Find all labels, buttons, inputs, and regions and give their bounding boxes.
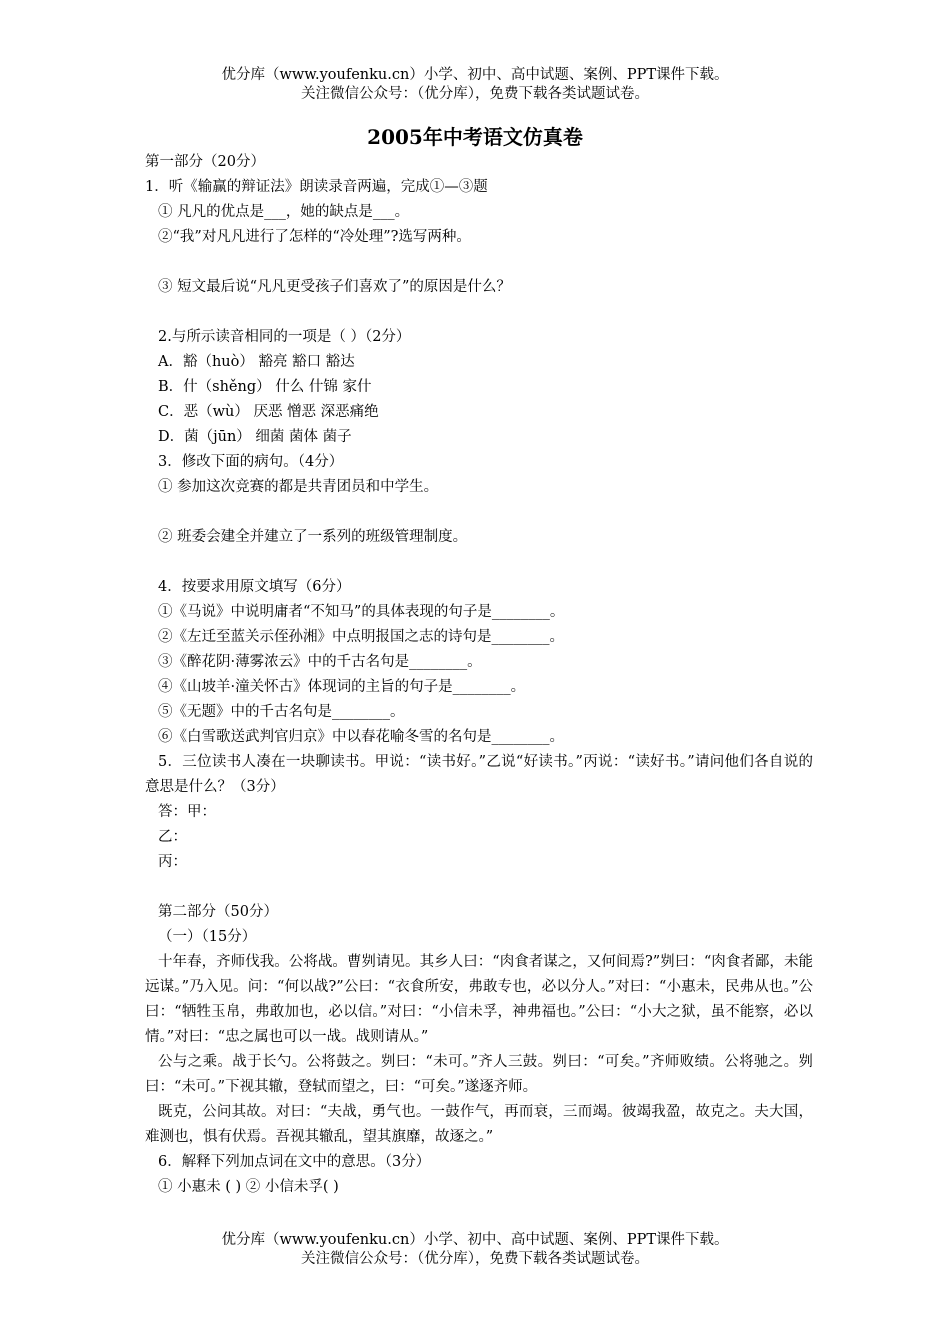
exam-body — [145, 150, 813, 1200]
blank-line — [145, 550, 813, 575]
question-4-sub-2: ②《左迁至蓝关示侄孙湘》中点明报国之志的诗句是________。 — [158, 629, 564, 645]
question-3-sub-1: ① 参加这次竞赛的都是共青团员和中学生。 — [158, 479, 439, 495]
footer-line-2: 关注微信公众号：（优分库），免费下载各类试题试卷。 — [301, 1251, 649, 1267]
question-2-option-b: B．什（shěng） 什么 什锦 家什 — [158, 379, 372, 395]
question-4-sub-5: ⑤《无题》中的千古名句是________。 — [158, 704, 405, 720]
footer-line-1: 优分库（www.youfenku.cn）小学、初中、高中试题、案例、PPT课件下载。 — [221, 1232, 729, 1248]
question-2-option-d: D．菌（jūn） 细菌 菌体 菌子 — [158, 429, 352, 445]
question-4-sub-6: ⑥《白雪歌送武判官归京》中以春花喻冬雪的名句是________。 — [158, 729, 564, 745]
question-2: 2.与所示读音相同的一项是（ ）（2分） — [158, 329, 411, 345]
question-6: 6．解释下列加点词在文中的意思。（3分） — [158, 1154, 431, 1170]
question-3-sub-2: ② 班委会建全并建立了一系列的班级管理制度。 — [158, 529, 468, 545]
question-2-option-a: A．豁（huò） 豁亮 豁口 豁达 — [158, 354, 355, 370]
question-1-sub-1: ① 凡凡的优点是___，她的缺点是___。 — [158, 204, 410, 220]
part-1-heading: 第一部分（20分） — [145, 154, 265, 170]
passage-paragraph-2: 公与之乘。战于长勺。公将鼓之。刿曰：“未可。”齐人三鼓。刿曰：“可矣。”齐师败绩。公将驰之。刿曰：“未可。”下视其辙，登轼而望之，曰：“可矣。”遂逐齐师。 — [145, 1054, 813, 1095]
question-4-sub-1: ①《马说》中说明庸者“不知马”的具体表现的句子是________。 — [158, 604, 565, 620]
part-2-heading: 第二部分（50分） — [158, 904, 278, 920]
question-4-sub-4: ④《山坡羊·潼关怀古》体现词的主旨的句子是________。 — [158, 679, 526, 695]
answer-a: 答：甲： — [158, 804, 216, 820]
question-6-sub: ① 小惠未 ( ) ② 小信未孚( ) — [158, 1179, 339, 1195]
blank-line — [145, 875, 813, 900]
question-1-sub-3: ③ 短文最后说“凡凡更受孩子们喜欢了”的原因是什么？ — [158, 279, 511, 295]
header-line-2: 关注微信公众号：（优分库），免费下载各类试题试卷。 — [301, 86, 649, 102]
blank-line — [145, 250, 813, 275]
question-2-option-c: C．恶（wù） 厌恶 憎恶 深恶痛绝 — [158, 404, 379, 420]
blank-line — [145, 300, 813, 325]
question-1-sub-2: ②“我”对凡凡进行了怎样的“冷处理”?选写两种。 — [158, 229, 471, 245]
section-1-heading: （一）（15分） — [158, 929, 257, 945]
question-3: 3．修改下面的病句。（4分） — [158, 454, 344, 470]
blank-line — [145, 500, 813, 525]
passage-paragraph-3: 既克，公问其故。对曰：“夫战，勇气也。一鼓作气，再而衰，三而竭。彼竭我盈，故克之。夫大国，难测也，惧有伏焉。吾视其辙乱，望其旗靡，故逐之。” — [145, 1104, 813, 1145]
question-5: 5．三位读书人凑在一块聊读书。甲说：“读书好。”乙说“好读书。”丙说：“读好书。”请问他们各自说的意思是什么？（3分） — [145, 754, 813, 795]
question-1: 1．听《输赢的辩证法》朗读录音两遍，完成①—③题 — [145, 179, 488, 195]
answer-b: 乙： — [158, 829, 187, 845]
header-line-1: 优分库（www.youfenku.cn）小学、初中、高中试题、案例、PPT课件下载。 — [221, 67, 729, 83]
exam-title: 2005年中考语文仿真卷 — [367, 125, 583, 149]
question-4: 4．按要求用原文填写（6分） — [158, 579, 351, 595]
answer-c: 丙： — [158, 854, 187, 870]
passage-paragraph-1: 十年春，齐师伐我。公将战。曹刿请见。其乡人曰：“肉食者谋之，又何间焉?”刿曰：“肉食者鄙，未能远谋。”乃入见。问：“何以战?”公曰：“衣食所安，弗敢专也，必以分人。”对曰：“小惠未，民弗从也。”公曰：“牺牲玉帛，弗敢加也，必以信。”对曰：“小信未孚，神弗福也。”公曰：“小大之狱，虽不能察，必以情。”对曰：“忠之属也可以一战。战则请从。” — [145, 954, 813, 1045]
page-header — [0, 66, 950, 104]
question-4-sub-3: ③《醉花阴·薄雾浓云》中的千古名句是________。 — [158, 654, 482, 670]
page-footer — [0, 1231, 950, 1269]
